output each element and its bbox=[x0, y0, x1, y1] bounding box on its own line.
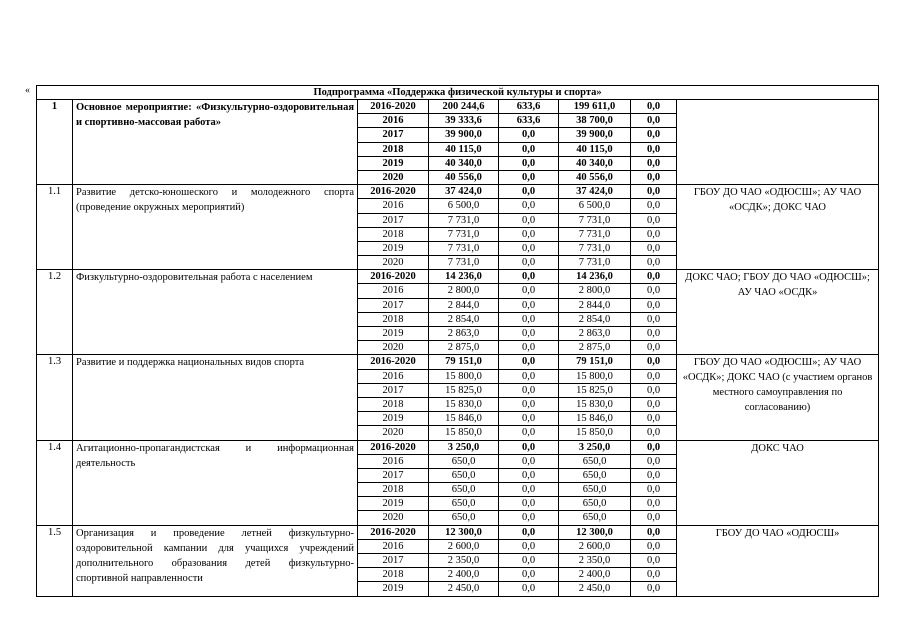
section-name: Развитие и поддержка национальных видов спорта bbox=[73, 355, 358, 440]
period-year: 2018 bbox=[358, 142, 429, 156]
federal-amount: 0,0 bbox=[499, 412, 559, 426]
executor-cell: ДОКС ЧАО bbox=[677, 440, 879, 525]
total-amount: 6 500,0 bbox=[429, 199, 499, 213]
regional-amount: 14 236,0 bbox=[559, 270, 631, 284]
period-year: 2016-2020 bbox=[358, 355, 429, 369]
regional-amount: 7 731,0 bbox=[559, 241, 631, 255]
period-year: 2016 bbox=[358, 284, 429, 298]
total-amount: 2 450,0 bbox=[429, 582, 499, 596]
other-amount: 0,0 bbox=[631, 298, 677, 312]
total-amount: 650,0 bbox=[429, 497, 499, 511]
section-name: Агитационно-пропагандистская и информационная деятельность bbox=[73, 440, 358, 525]
federal-amount: 0,0 bbox=[499, 298, 559, 312]
table-row bbox=[37, 270, 879, 284]
regional-amount: 6 500,0 bbox=[559, 199, 631, 213]
period-year: 2017 bbox=[358, 128, 429, 142]
executor-cell bbox=[677, 100, 879, 185]
regional-amount: 2 875,0 bbox=[559, 341, 631, 355]
federal-amount: 0,0 bbox=[499, 156, 559, 170]
section-name: Развитие детско-юношеского и молодежного спорта (проведение окружных мероприятий) bbox=[73, 185, 358, 270]
regional-amount: 2 854,0 bbox=[559, 312, 631, 326]
total-amount: 650,0 bbox=[429, 511, 499, 525]
regional-amount: 2 600,0 bbox=[559, 539, 631, 553]
total-amount: 7 731,0 bbox=[429, 256, 499, 270]
federal-amount: 0,0 bbox=[499, 511, 559, 525]
total-amount: 7 731,0 bbox=[429, 241, 499, 255]
other-amount: 0,0 bbox=[631, 341, 677, 355]
other-amount: 0,0 bbox=[631, 568, 677, 582]
regional-amount: 2 400,0 bbox=[559, 568, 631, 582]
federal-amount: 0,0 bbox=[499, 241, 559, 255]
other-amount: 0,0 bbox=[631, 284, 677, 298]
federal-amount: 0,0 bbox=[499, 256, 559, 270]
regional-amount: 650,0 bbox=[559, 511, 631, 525]
total-amount: 650,0 bbox=[429, 468, 499, 482]
federal-amount: 633,6 bbox=[499, 100, 559, 114]
federal-amount: 0,0 bbox=[499, 497, 559, 511]
period-year: 2016-2020 bbox=[358, 440, 429, 454]
total-amount: 2 800,0 bbox=[429, 284, 499, 298]
total-amount: 15 846,0 bbox=[429, 412, 499, 426]
regional-amount: 15 830,0 bbox=[559, 397, 631, 411]
total-amount: 7 731,0 bbox=[429, 227, 499, 241]
other-amount: 0,0 bbox=[631, 397, 677, 411]
federal-amount: 0,0 bbox=[499, 440, 559, 454]
period-year: 2019 bbox=[358, 327, 429, 341]
total-amount: 2 844,0 bbox=[429, 298, 499, 312]
regional-amount: 39 900,0 bbox=[559, 128, 631, 142]
regional-amount: 650,0 bbox=[559, 468, 631, 482]
total-amount: 15 850,0 bbox=[429, 426, 499, 440]
other-amount: 0,0 bbox=[631, 454, 677, 468]
period-year: 2016 bbox=[358, 199, 429, 213]
federal-amount: 0,0 bbox=[499, 199, 559, 213]
regional-amount: 12 300,0 bbox=[559, 525, 631, 539]
federal-amount: 0,0 bbox=[499, 170, 559, 184]
period-year: 2016 bbox=[358, 369, 429, 383]
total-amount: 79 151,0 bbox=[429, 355, 499, 369]
total-amount: 37 424,0 bbox=[429, 185, 499, 199]
period-year: 2018 bbox=[358, 312, 429, 326]
section-number: 1.5 bbox=[37, 525, 73, 596]
regional-amount: 40 340,0 bbox=[559, 156, 631, 170]
regional-amount: 650,0 bbox=[559, 483, 631, 497]
other-amount: 0,0 bbox=[631, 185, 677, 199]
section-number: 1 bbox=[37, 100, 73, 185]
regional-amount: 15 800,0 bbox=[559, 369, 631, 383]
federal-amount: 0,0 bbox=[499, 568, 559, 582]
period-year: 2016-2020 bbox=[358, 100, 429, 114]
other-amount: 0,0 bbox=[631, 199, 677, 213]
other-amount: 0,0 bbox=[631, 270, 677, 284]
other-amount: 0,0 bbox=[631, 114, 677, 128]
total-amount: 15 830,0 bbox=[429, 397, 499, 411]
period-year: 2020 bbox=[358, 256, 429, 270]
regional-amount: 38 700,0 bbox=[559, 114, 631, 128]
section-name: Организация и проведение летней физкультурно-оздоровительной кампании для учащихся учреждений дополнительного образования детей физкультурно-спортивной направленности bbox=[73, 525, 358, 596]
section-name: Физкультурно-оздоровительная работа с населением bbox=[73, 270, 358, 355]
other-amount: 0,0 bbox=[631, 539, 677, 553]
total-amount: 15 800,0 bbox=[429, 369, 499, 383]
period-year: 2018 bbox=[358, 483, 429, 497]
federal-amount: 0,0 bbox=[499, 397, 559, 411]
federal-amount: 0,0 bbox=[499, 468, 559, 482]
executor-cell: ГБОУ ДО ЧАО «ОДЮСШ» bbox=[677, 525, 879, 596]
regional-amount: 2 844,0 bbox=[559, 298, 631, 312]
total-amount: 40 115,0 bbox=[429, 142, 499, 156]
federal-amount: 0,0 bbox=[499, 185, 559, 199]
other-amount: 0,0 bbox=[631, 100, 677, 114]
total-amount: 2 863,0 bbox=[429, 327, 499, 341]
federal-amount: 0,0 bbox=[499, 270, 559, 284]
regional-amount: 2 863,0 bbox=[559, 327, 631, 341]
section-number: 1.2 bbox=[37, 270, 73, 355]
other-amount: 0,0 bbox=[631, 412, 677, 426]
period-year: 2020 bbox=[358, 511, 429, 525]
total-amount: 2 854,0 bbox=[429, 312, 499, 326]
other-amount: 0,0 bbox=[631, 142, 677, 156]
other-amount: 0,0 bbox=[631, 440, 677, 454]
federal-amount: 0,0 bbox=[499, 341, 559, 355]
regional-amount: 2 800,0 bbox=[559, 284, 631, 298]
opening-quote-mark: « bbox=[25, 85, 30, 96]
period-year: 2016 bbox=[358, 114, 429, 128]
period-year: 2019 bbox=[358, 497, 429, 511]
federal-amount: 0,0 bbox=[499, 369, 559, 383]
period-year: 2017 bbox=[358, 554, 429, 568]
period-year: 2018 bbox=[358, 227, 429, 241]
federal-amount: 0,0 bbox=[499, 539, 559, 553]
executor-cell: ГБОУ ДО ЧАО «ОДЮСШ»; АУ ЧАО «ОСДК»; ДОКС ЧАО (с участием органов местного самоуправления по согласованию) bbox=[677, 355, 879, 440]
regional-amount: 650,0 bbox=[559, 497, 631, 511]
other-amount: 0,0 bbox=[631, 227, 677, 241]
other-amount: 0,0 bbox=[631, 383, 677, 397]
federal-amount: 0,0 bbox=[499, 483, 559, 497]
total-amount: 12 300,0 bbox=[429, 525, 499, 539]
period-year: 2020 bbox=[358, 341, 429, 355]
total-amount: 650,0 bbox=[429, 454, 499, 468]
regional-amount: 199 611,0 bbox=[559, 100, 631, 114]
subprogram-header-row bbox=[37, 86, 879, 100]
budget-table bbox=[36, 85, 879, 597]
period-year: 2019 bbox=[358, 156, 429, 170]
other-amount: 0,0 bbox=[631, 369, 677, 383]
federal-amount: 0,0 bbox=[499, 525, 559, 539]
other-amount: 0,0 bbox=[631, 213, 677, 227]
period-year: 2016 bbox=[358, 539, 429, 553]
other-amount: 0,0 bbox=[631, 426, 677, 440]
other-amount: 0,0 bbox=[631, 128, 677, 142]
total-amount: 2 600,0 bbox=[429, 539, 499, 553]
total-amount: 40 340,0 bbox=[429, 156, 499, 170]
section-name: Основное мероприятие: «Физкультурно-оздоровительная и спортивно-массовая работа» bbox=[73, 100, 358, 185]
period-year: 2017 bbox=[358, 468, 429, 482]
other-amount: 0,0 bbox=[631, 525, 677, 539]
regional-amount: 7 731,0 bbox=[559, 227, 631, 241]
federal-amount: 0,0 bbox=[499, 142, 559, 156]
period-year: 2017 bbox=[358, 213, 429, 227]
total-amount: 15 825,0 bbox=[429, 383, 499, 397]
section-number: 1.3 bbox=[37, 355, 73, 440]
other-amount: 0,0 bbox=[631, 355, 677, 369]
period-year: 2016-2020 bbox=[358, 270, 429, 284]
federal-amount: 0,0 bbox=[499, 284, 559, 298]
executor-cell: ГБОУ ДО ЧАО «ОДЮСШ»; АУ ЧАО «ОСДК»; ДОКС ЧАО bbox=[677, 185, 879, 270]
federal-amount: 0,0 bbox=[499, 426, 559, 440]
period-year: 2020 bbox=[358, 426, 429, 440]
other-amount: 0,0 bbox=[631, 170, 677, 184]
federal-amount: 0,0 bbox=[499, 128, 559, 142]
other-amount: 0,0 bbox=[631, 497, 677, 511]
other-amount: 0,0 bbox=[631, 327, 677, 341]
regional-amount: 40 556,0 bbox=[559, 170, 631, 184]
total-amount: 40 556,0 bbox=[429, 170, 499, 184]
other-amount: 0,0 bbox=[631, 156, 677, 170]
federal-amount: 0,0 bbox=[499, 213, 559, 227]
table-row bbox=[37, 100, 879, 114]
regional-amount: 2 450,0 bbox=[559, 582, 631, 596]
executor-cell: ДОКС ЧАО; ГБОУ ДО ЧАО «ОДЮСШ»; АУ ЧАО «ОСДК» bbox=[677, 270, 879, 355]
federal-amount: 633,6 bbox=[499, 114, 559, 128]
regional-amount: 7 731,0 bbox=[559, 213, 631, 227]
total-amount: 2 350,0 bbox=[429, 554, 499, 568]
subprogram-title: Подпрограмма «Поддержка физической культуры и спорта» bbox=[37, 86, 879, 100]
regional-amount: 15 846,0 bbox=[559, 412, 631, 426]
period-year: 2018 bbox=[358, 397, 429, 411]
regional-amount: 2 350,0 bbox=[559, 554, 631, 568]
federal-amount: 0,0 bbox=[499, 327, 559, 341]
regional-amount: 37 424,0 bbox=[559, 185, 631, 199]
other-amount: 0,0 bbox=[631, 468, 677, 482]
federal-amount: 0,0 bbox=[499, 227, 559, 241]
period-year: 2019 bbox=[358, 241, 429, 255]
other-amount: 0,0 bbox=[631, 241, 677, 255]
period-year: 2016-2020 bbox=[358, 525, 429, 539]
other-amount: 0,0 bbox=[631, 582, 677, 596]
regional-amount: 650,0 bbox=[559, 454, 631, 468]
period-year: 2018 bbox=[358, 568, 429, 582]
federal-amount: 0,0 bbox=[499, 554, 559, 568]
total-amount: 200 244,6 bbox=[429, 100, 499, 114]
federal-amount: 0,0 bbox=[499, 454, 559, 468]
table-row bbox=[37, 185, 879, 199]
federal-amount: 0,0 bbox=[499, 355, 559, 369]
total-amount: 39 333,6 bbox=[429, 114, 499, 128]
period-year: 2019 bbox=[358, 582, 429, 596]
period-year: 2020 bbox=[358, 170, 429, 184]
section-number: 1.4 bbox=[37, 440, 73, 525]
period-year: 2016 bbox=[358, 454, 429, 468]
federal-amount: 0,0 bbox=[499, 383, 559, 397]
federal-amount: 0,0 bbox=[499, 582, 559, 596]
other-amount: 0,0 bbox=[631, 554, 677, 568]
total-amount: 650,0 bbox=[429, 483, 499, 497]
table-row bbox=[37, 525, 879, 539]
regional-amount: 79 151,0 bbox=[559, 355, 631, 369]
regional-amount: 3 250,0 bbox=[559, 440, 631, 454]
regional-amount: 40 115,0 bbox=[559, 142, 631, 156]
period-year: 2017 bbox=[358, 298, 429, 312]
regional-amount: 15 825,0 bbox=[559, 383, 631, 397]
other-amount: 0,0 bbox=[631, 511, 677, 525]
other-amount: 0,0 bbox=[631, 312, 677, 326]
total-amount: 7 731,0 bbox=[429, 213, 499, 227]
table-row bbox=[37, 440, 879, 454]
period-year: 2017 bbox=[358, 383, 429, 397]
total-amount: 39 900,0 bbox=[429, 128, 499, 142]
federal-amount: 0,0 bbox=[499, 312, 559, 326]
period-year: 2016-2020 bbox=[358, 185, 429, 199]
total-amount: 3 250,0 bbox=[429, 440, 499, 454]
regional-amount: 15 850,0 bbox=[559, 426, 631, 440]
regional-amount: 7 731,0 bbox=[559, 256, 631, 270]
total-amount: 2 400,0 bbox=[429, 568, 499, 582]
total-amount: 14 236,0 bbox=[429, 270, 499, 284]
period-year: 2019 bbox=[358, 412, 429, 426]
section-number: 1.1 bbox=[37, 185, 73, 270]
total-amount: 2 875,0 bbox=[429, 341, 499, 355]
other-amount: 0,0 bbox=[631, 256, 677, 270]
table-row bbox=[37, 355, 879, 369]
other-amount: 0,0 bbox=[631, 483, 677, 497]
